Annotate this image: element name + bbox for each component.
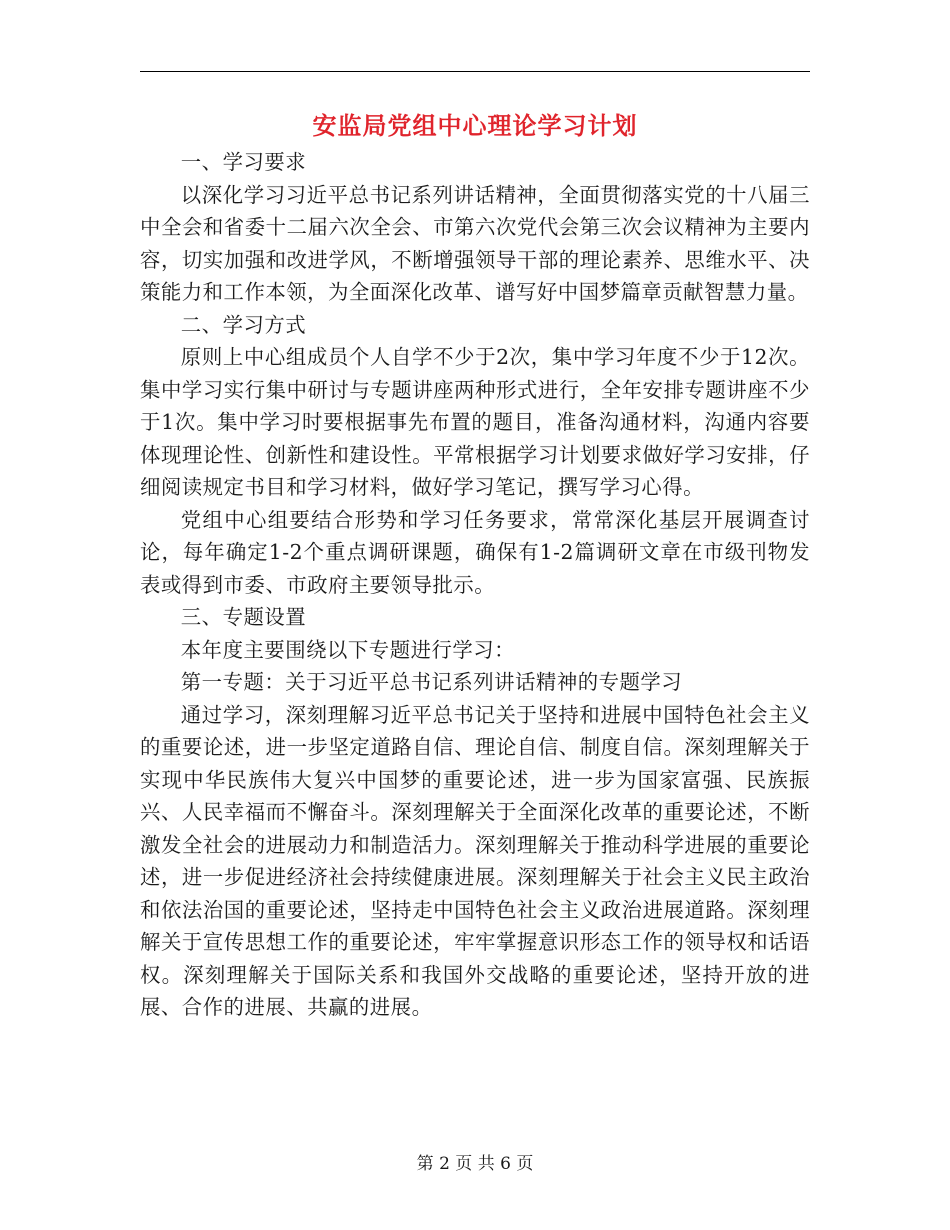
- header-rule: [140, 71, 810, 72]
- section-heading-methods: 二、学习方式: [180, 312, 307, 337]
- document-body: [140, 146, 810, 1024]
- document-title: 安监局党组中心理论学习计划: [312, 111, 638, 140]
- paragraph-topic-one: 通过学习，深刻理解习近平总书记关于坚持和进展中国特色社会主义的重要论述，进一步坚定道路自信、理论自信、制度自信。深刻理解关于实现中华民族伟大复兴中国梦的重要论述，进一步为国家富强、民族振兴、人民幸福而不懈奋斗。深刻理解关于全面深化改革的重要论述，不断激发全社会的进展动力和制造活力。深刻理解关于推动科学进展的重要论述，进一步促进经济社会持续健康进展。深刻理解关于社会主义民主政治和依法治国的重要论述，坚持走中国特色社会主义政治进展道路。深刻理解关于宣传思想工作的重要论述，牢牢掌握意识形态工作的领导权和话语权。深刻理解关于国际关系和我国外交战略的重要论述，坚持开放的进展、合作的进展、共赢的进展。: [140, 702, 810, 1019]
- section-heading-requirements: 一、学习要求: [180, 150, 307, 174]
- topic-one-heading: 第一专题：关于习近平总书记系列讲话精神的专题学习: [180, 670, 683, 694]
- paragraph-methods: 原则上中心组成员个人自学不少于2次，集中学习年度不少于12次。集中学习实行集中研讨与专题讲座两种形式进行，全年安排专题讲座不少于1次。集中学习时要根据事先布置的题目，准备沟通材料，沟通内容要体现理论性、创新性和建设性。平常根据学习计划要求做好学习安排，仔细阅读规定书目和学习材料，做好学习笔记，撰写学习心得。: [140, 345, 810, 499]
- page-number: 第 2 页 共 6 页: [416, 1154, 534, 1174]
- paragraph-topics-intro: 本年度主要围绕以下专题进行学习：: [180, 637, 516, 662]
- section-heading-topics: 三、专题设置: [180, 605, 307, 629]
- paragraph-requirements: 以深化学习习近平总书记系列讲话精神，全面贯彻落实党的十八届三中全会和省委十二届六次全会、市第六次党代会第三次会议精神为主要内容，切实加强和改进学风，不断增强领导干部的理论素养、思维水平、决策能力和工作本领，为全面深化改革、谱写好中国梦篇章贡献智慧力量。: [140, 182, 810, 304]
- paragraph-research: 党组中心组要结合形势和学习任务要求，常常深化基层开展调查讨论，每年确定1-2个重点调研课题，确保有1-2篇调研文章在市级刊物发表或得到市委、市政府主要领导批示。: [140, 507, 810, 597]
